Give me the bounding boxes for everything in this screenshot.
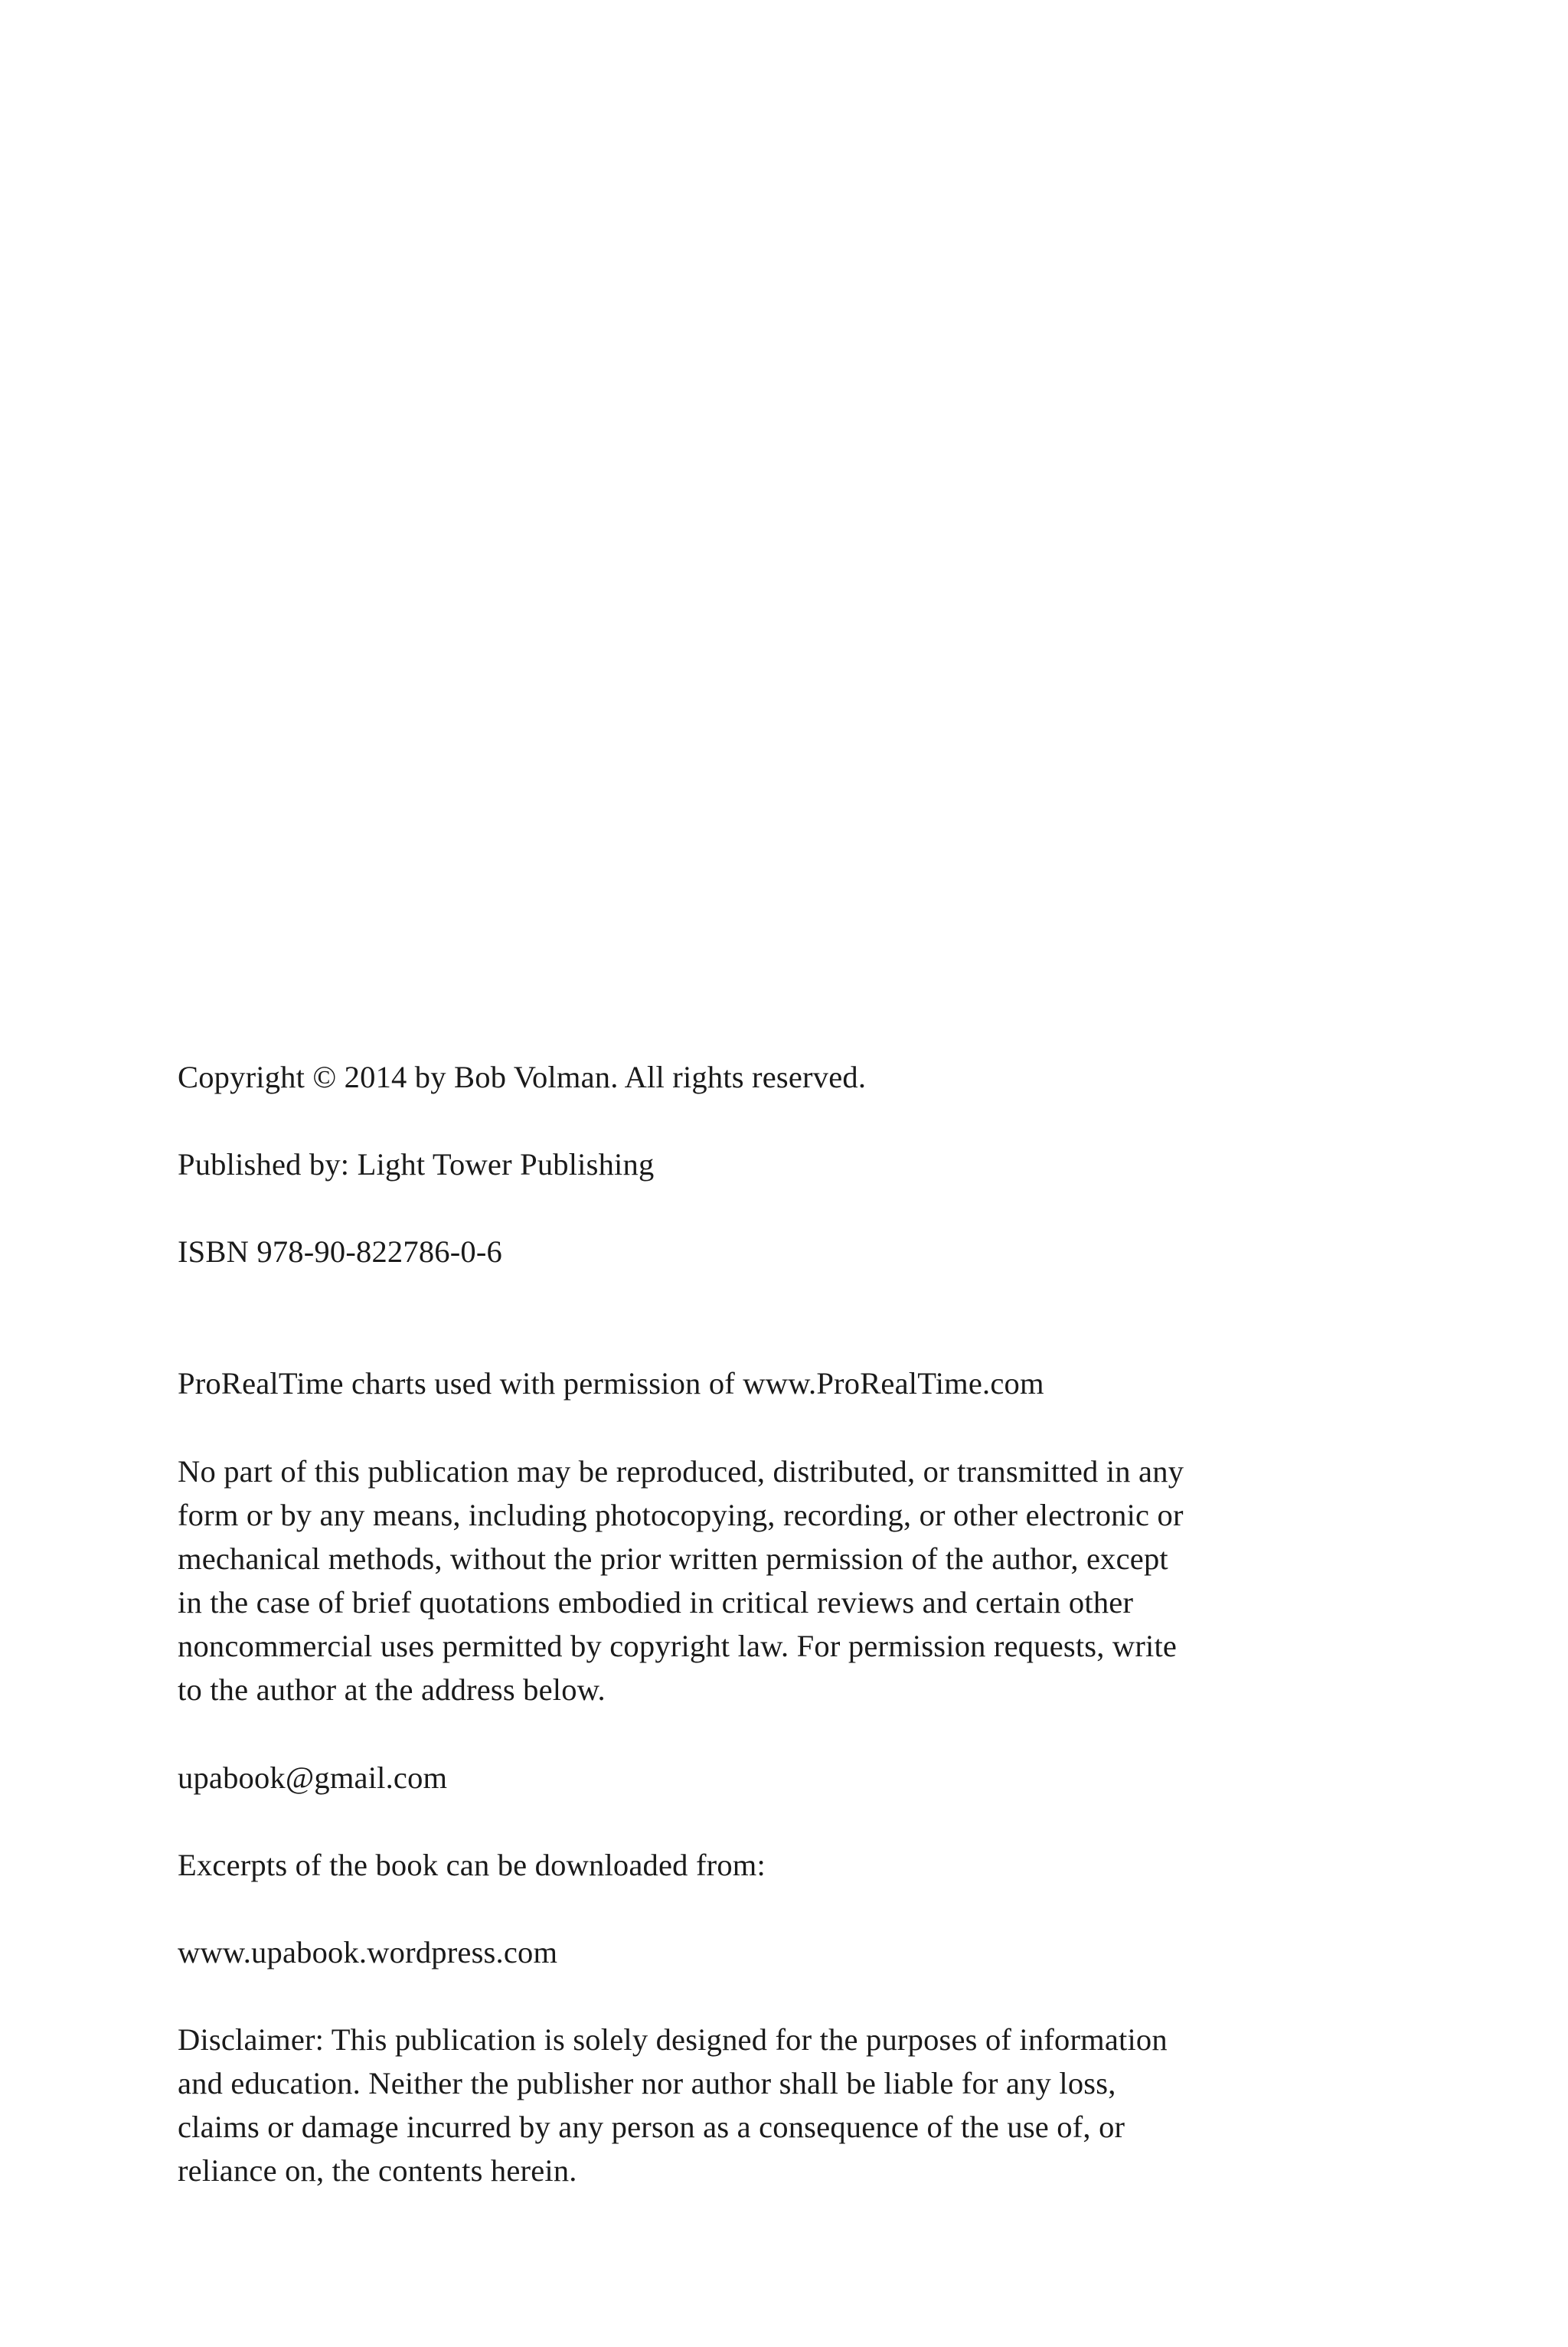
rights-notice-line: form or by any means, including photocopying, recording, or other electronic or [178, 1498, 1184, 1532]
contact-email: upabook@gmail.com [178, 1760, 448, 1795]
disclaimer-line: reliance on, the contents herein. [178, 2153, 577, 2188]
rights-notice-line: noncommercial uses permitted by copyright law. For permission requests, write [178, 1629, 1178, 1663]
rights-notice-line: mechanical methods, without the prior written permission of the author, except [178, 1541, 1168, 1576]
disclaimer-line: claims or damage incurred by any person as a consequence of the use of, or [178, 2110, 1125, 2144]
rights-notice-line: in the case of brief quotations embodied in critical reviews and certain other [178, 1585, 1134, 1620]
disclaimer-line: and education. Neither the publisher nor author shall be liable for any loss, [178, 2066, 1116, 2100]
disclaimer-paragraph [178, 2018, 1433, 2192]
website-url: www.upabook.wordpress.com [178, 1935, 558, 1969]
rights-notice-line: No part of this publication may be reproduced, distributed, or transmitted in any [178, 1454, 1184, 1489]
charts-permission-line: ProRealTime charts used with permission of www.ProRealTime.com [178, 1366, 1044, 1401]
isbn-line: ISBN 978-90-822786-0-6 [178, 1234, 502, 1269]
rights-notice-line: to the author at the address below. [178, 1672, 606, 1707]
disclaimer-line: Disclaimer: This publication is solely designed for the purposes of information [178, 2022, 1168, 2057]
excerpts-line: Excerpts of the book can be downloaded from: [178, 1848, 766, 1882]
copyright-line: Copyright © 2014 by Bob Volman. All rights reserved. [178, 1060, 867, 1094]
rights-notice-paragraph [178, 1450, 1433, 1711]
publisher-line: Published by: Light Tower Publishing [178, 1147, 655, 1182]
